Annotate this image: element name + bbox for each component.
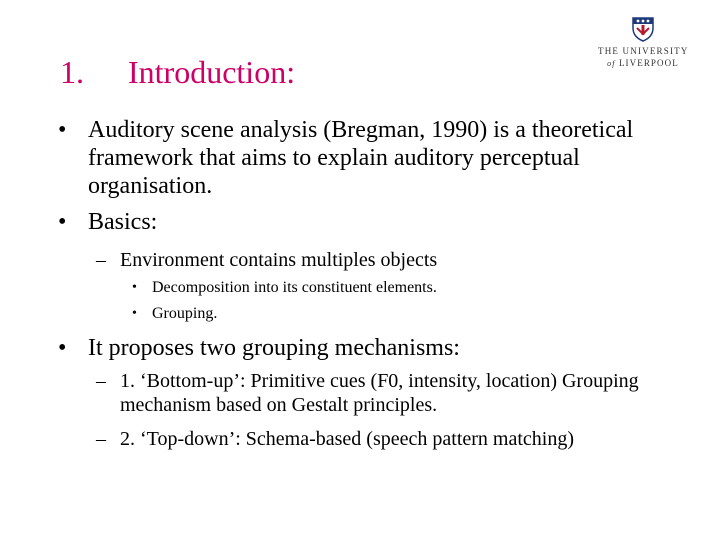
bullet-icon: •	[132, 306, 137, 321]
bullet-icon: •	[132, 280, 137, 295]
sub-sub-bullet-item	[132, 303, 672, 325]
logo-line2-name: LIVERPOOL	[618, 58, 679, 68]
university-logo	[598, 16, 688, 76]
sub-sub-bullet-text: Decomposition into its constituent elements.	[152, 279, 437, 296]
bullet-text: Auditory scene analysis (Bregman, 1990) is a theoretical framework that aims to explain auditory perceptual organisation.	[88, 117, 634, 199]
dash-icon: –	[96, 428, 106, 450]
sub-bullet-item	[96, 369, 680, 417]
sub-bullet-text: Environment contains multiples objects	[120, 249, 438, 271]
bullet-text: It proposes two grouping mechanisms:	[88, 335, 460, 361]
title-number: 1.	[60, 54, 84, 90]
logo-line2	[598, 58, 688, 68]
logo-line2-prefix: of	[607, 59, 616, 68]
bullet-icon: •	[58, 335, 67, 361]
sub-bullet-item	[96, 427, 680, 451]
dash-icon: –	[96, 249, 106, 271]
sub-sub-bullet-item	[132, 277, 672, 299]
bullet-item	[58, 208, 688, 236]
sub-sub-bullet-text: Grouping.	[152, 305, 218, 322]
slide-title	[60, 54, 295, 91]
bullet-item	[58, 116, 688, 200]
crest-icon	[631, 16, 655, 42]
sub-bullet-text: 1. ‘Bottom-up’: Primitive cues (F0, intensity, location) Grouping mechanism based on Gestalt principles.	[120, 370, 639, 416]
title-text: Introduction:	[128, 54, 296, 90]
bullet-icon: •	[58, 209, 67, 235]
dash-icon: –	[96, 370, 106, 392]
sub-bullet-item	[96, 248, 680, 272]
bullet-item	[58, 334, 688, 362]
bullet-text: Basics:	[88, 209, 158, 235]
logo-line1: THE UNIVERSITY	[598, 46, 689, 56]
sub-bullet-text: 2. ‘Top-down’: Schema-based (speech pattern matching)	[120, 428, 574, 450]
bullet-icon: •	[58, 117, 67, 143]
